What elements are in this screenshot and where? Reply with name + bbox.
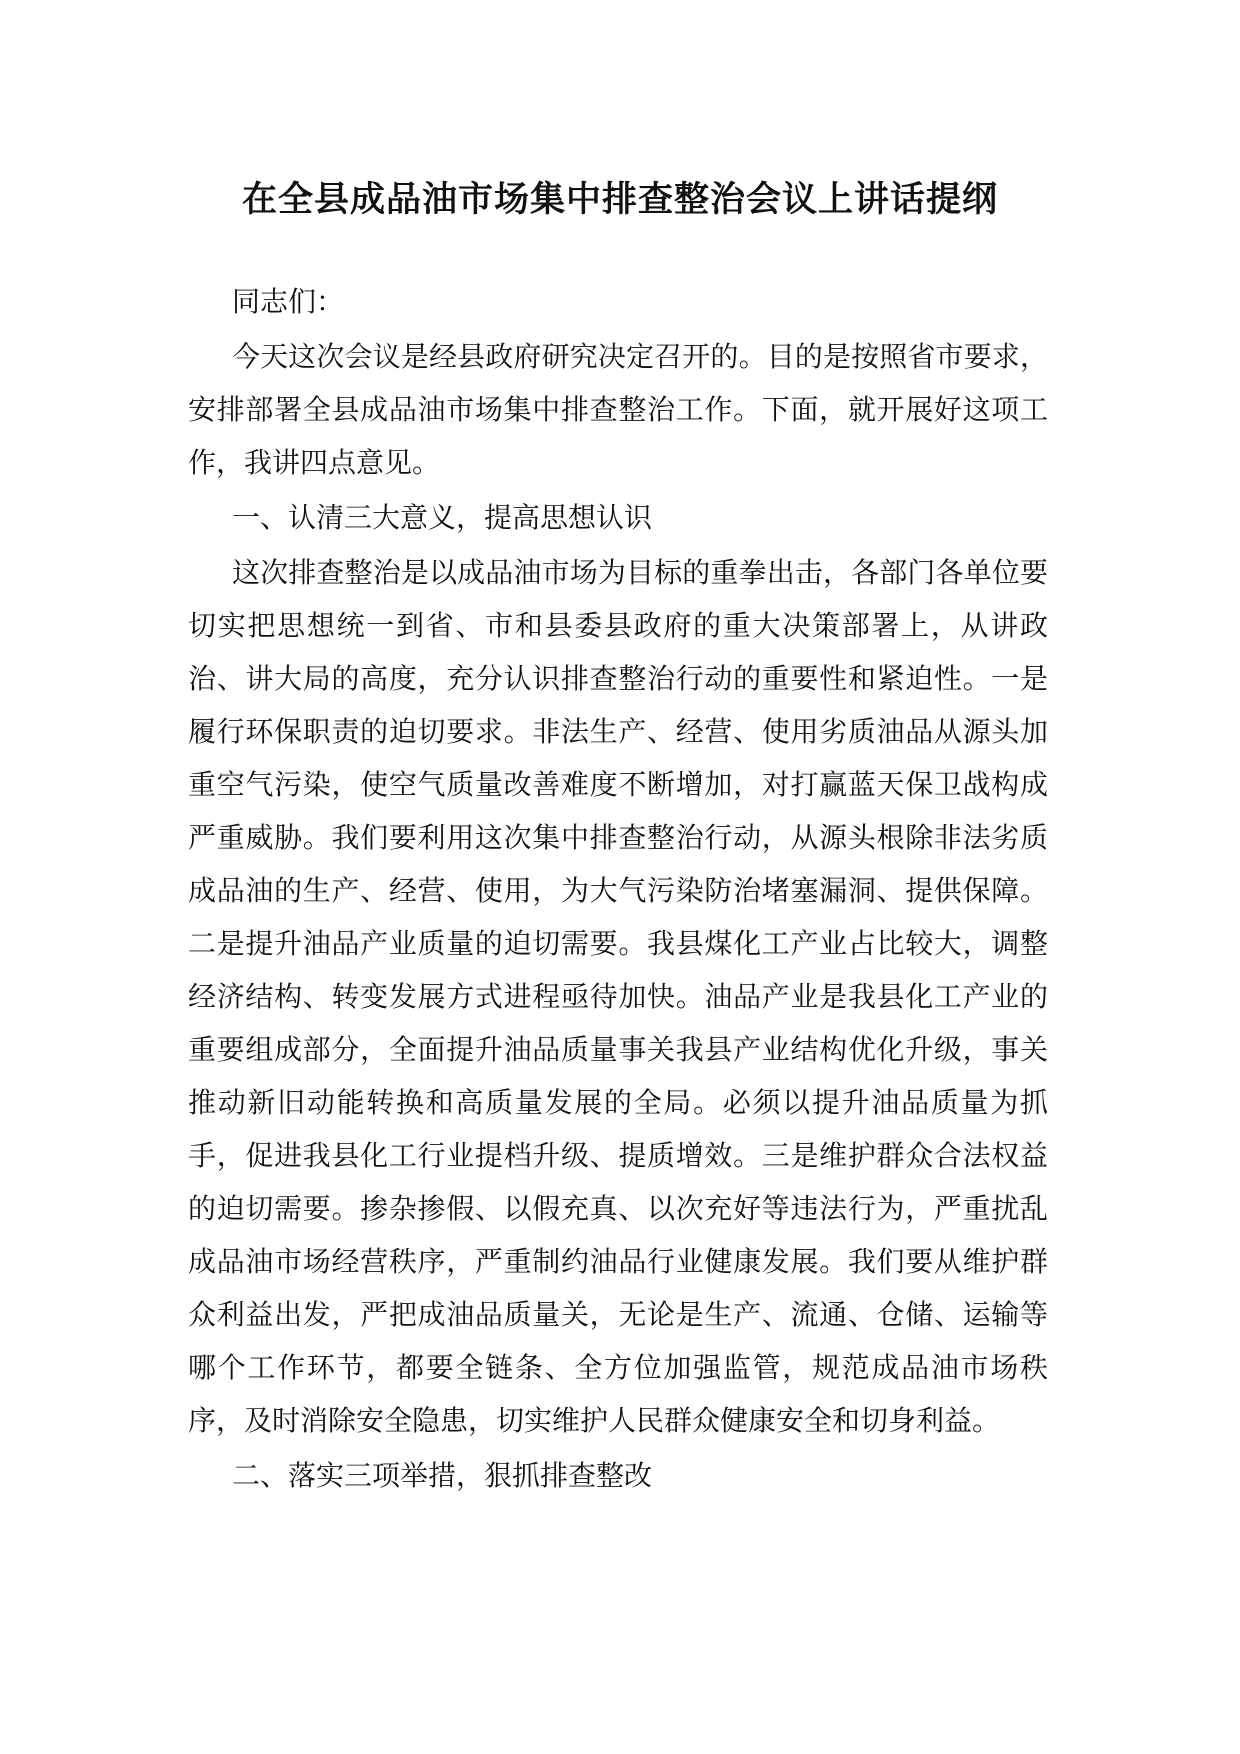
- intro-paragraph: 今天这次会议是经县政府研究决定召开的。目的是按照省市要求，安排部署全县成品油市场集中排查整治工作。下面，就开展好这项工作，我讲四点意见。: [188, 340, 1048, 479]
- section-1-heading: 一、认清三大意义，提高思想认识: [232, 501, 653, 534]
- document-title: 在全县成品油市场集中排查整治会议上讲话提纲: [241, 179, 998, 220]
- document-body: [188, 275, 1048, 1502]
- salutation: 同志们：: [232, 285, 345, 318]
- section-1-paragraph: 这次排查整治是以成品油市场为目标的重拳出击，各部门各单位要切实把思想统一到省、市和县委县政府的重大决策部署上，从讲政治、讲大局的高度，充分认识排查整治行动的重要性和紧迫性。一是履行环保职责的迫切要求。非法生产、经营、使用劣质油品从源头加重空气污染，使空气质量改善难度不断增加，对打赢蓝天保卫战构成严重威胁。我们要利用这次集中排查整治行动，从源头根除非法劣质成品油的生产、经营、使用，为大气污染防治堵塞漏洞、提供保障。二是提升油品产业质量的迫切需要。我县煤化工产业占比较大，调整经济结构、转变发展方式进程亟待加快。油品产业是我县化工产业的重要组成部分，全面提升油品质量事关我县产业结构优化升级，事关推动新旧动能转换和高质量发展的全局。必须以提升油品质量为抓手，促进我县化工行业提档升级、提质增效。三是维护群众合法权益的迫切需要。掺杂掺假、以假充真、以次充好等违法行为，严重扰乱成品油市场经营秩序，严重制约油品行业健康发展。我们要从维护群众利益出发，严把成油品质量关，无论是生产、流通、仓储、运输等哪个工作环节，都要全链条、全方位加强监管，规范成品油市场秩序，及时消除安全隐患，切实维护人民群众健康安全和切身利益。: [188, 556, 1048, 1437]
- section-2-heading: 二、落实三项举措，狠抓排查整改: [232, 1459, 653, 1492]
